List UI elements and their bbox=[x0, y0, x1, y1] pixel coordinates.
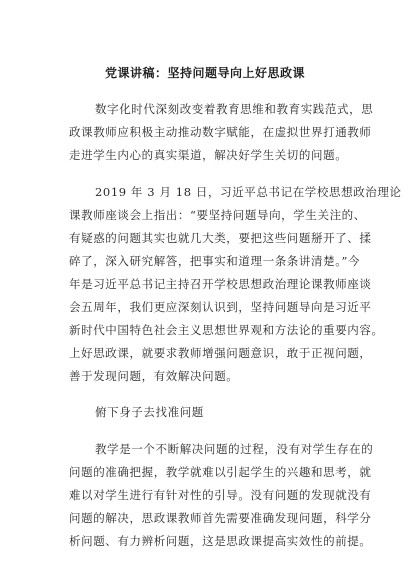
paragraph-line: 政课教师应积极主动推动数字赋能，在虚拟世界打通教师 bbox=[69, 125, 372, 139]
section-heading: 俯下身子去找准问题 bbox=[95, 405, 204, 419]
paragraph-line: 新时代中国特色社会主义思想世界观和方法论的重要内容。 bbox=[69, 323, 384, 337]
paragraph-line: 问题的解决，思政课教师首先需要准确发现问题，科学分 bbox=[69, 511, 372, 525]
paragraph-line: 难以对学生进行有针对性的引导。没有问题的发现就没有 bbox=[69, 488, 372, 502]
paragraph-line: 上好思政课，就要求教师增强问题意识，敢于正视问题， bbox=[69, 346, 372, 360]
paragraph-line: 教学是一个不断解决问题的过程，没有对学生存在的 bbox=[95, 442, 374, 456]
paragraph-line: 碎了，深入研究解答，把事实和道理一条条讲清楚。”今 bbox=[69, 254, 361, 268]
paragraph-line: 课教师座谈会上指出：“要坚持问题导向，学生关注的、 bbox=[69, 208, 366, 222]
paragraph-line: 数字化时代深刻改变着教育思维和教育实践范式，思 bbox=[95, 102, 374, 116]
paragraph-line: 善于发现问题，有效解决问题。 bbox=[69, 369, 239, 383]
paragraph-line: 2019 年 3 月 18 日，习近平总书记在学校思想政治理论 bbox=[95, 185, 402, 199]
paragraph-line: 析问题、有力辨析问题，这是思政课提高实效性的前提。 bbox=[69, 534, 372, 548]
paragraph-line: 有疑惑的问题其实也就几大类，要把这些问题掰开了、揉 bbox=[69, 231, 372, 245]
paragraph-line: 问题的准确把握，教学就难以引起学生的兴趣和思考，就 bbox=[69, 465, 372, 479]
paragraph-line: 走进学生内心的真实渠道，解决好学生关切的问题。 bbox=[69, 148, 348, 162]
document-title: 党课讲稿：坚持问题导向上好思政课 bbox=[104, 66, 305, 80]
paragraph-line: 年是习近平总书记主持召开学校思想政治理论课教师座谈 bbox=[69, 277, 372, 291]
paragraph-line: 会五周年，我们更应深刻认识到，坚持问题导向是习近平 bbox=[69, 300, 372, 314]
